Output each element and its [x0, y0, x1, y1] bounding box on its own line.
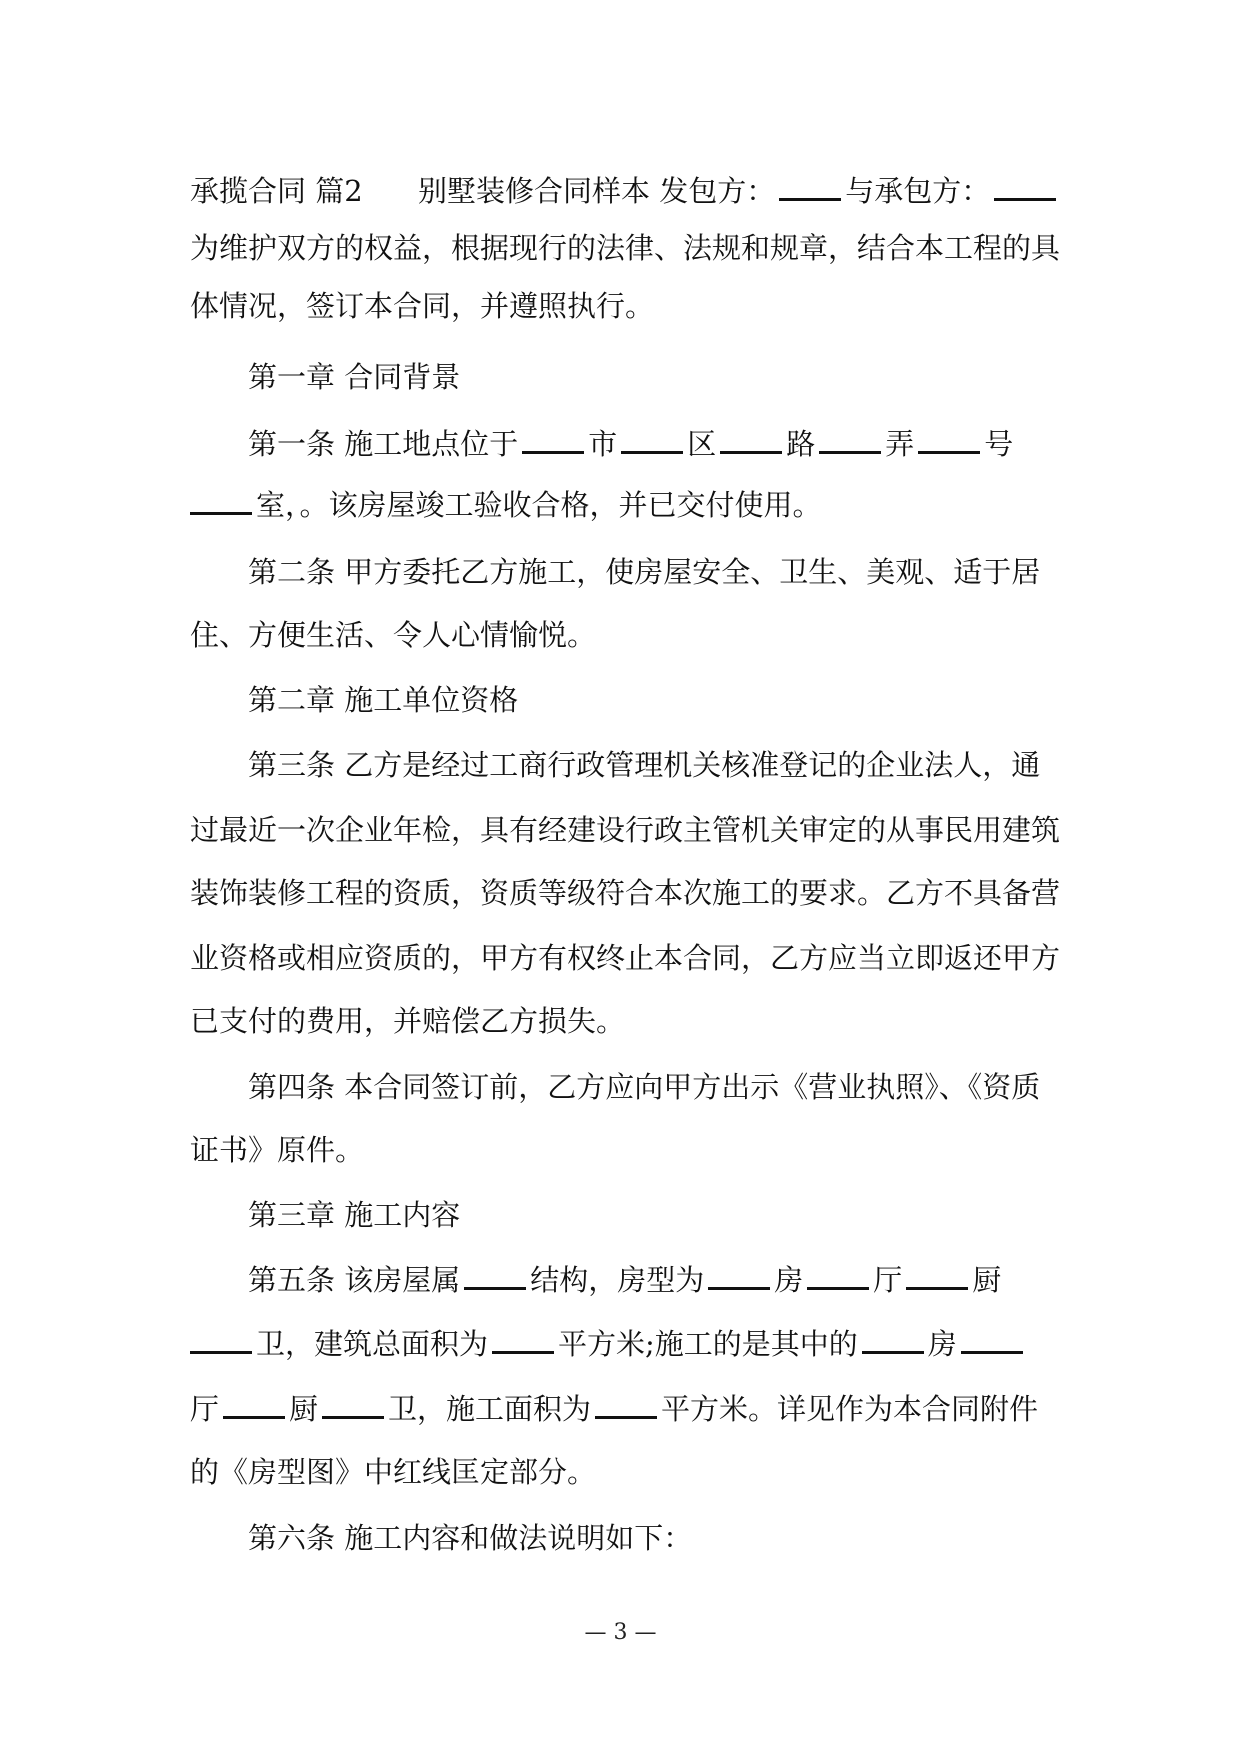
article-3-line-3: 装饰装修工程的资质，资质等级符合本次施工的要求。乙方不具备营: [190, 876, 1061, 910]
doc-name: 别墅装修合同样本: [417, 174, 650, 208]
work-room-blank: [862, 1325, 924, 1354]
number-blank: [918, 425, 980, 454]
article-3-line-5: 已支付的费用，并赔偿乙方损失。: [190, 1004, 626, 1038]
article-4-line-1: 第四条 本合同签订前，乙方应向甲方出示《营业执照》、《资质: [248, 1070, 1041, 1104]
article-3-line-2: 过最近一次企业年检，具有经建设行政主管机关审定的从事民用建筑: [190, 813, 1061, 847]
article-3-line-1: 第三条 乙方是经过工商行政管理机关核准登记的企业法人，通: [248, 748, 1041, 782]
chapter-3-title: 第三章 施工内容: [248, 1198, 461, 1232]
chapter-1-title: 第一章 合同背景: [248, 360, 461, 394]
article-3-line-4: 业资格或相应资质的，甲方有权终止本合同，乙方应当立即返还甲方: [190, 941, 1061, 975]
party-a-blank: [779, 172, 841, 201]
article-2-line-1: 第二条 甲方委托乙方施工，使房屋安全、卫生、美观、适于居: [248, 555, 1041, 589]
contract-title: 承揽合同 篇2: [190, 174, 363, 208]
page-number: — 3 —: [584, 1620, 657, 1645]
article-1-line-2-text: 室，。该房屋竣工验收合格，并已交付使用。: [256, 488, 822, 522]
city-blank: [522, 425, 584, 454]
structure-blank: [464, 1261, 526, 1290]
article-5-line-4: 的《房型图》中红线匡定部分。: [190, 1455, 597, 1489]
article-5-line-1: [248, 1260, 1070, 1300]
total-area-label: 卫，建筑总面积为: [256, 1327, 489, 1361]
work-area-label: 卫，施工面积为: [388, 1392, 592, 1426]
road-blank: [720, 425, 782, 454]
article-4-line-2: 证书》原件。: [190, 1133, 365, 1167]
work-bath-blank: [322, 1390, 384, 1419]
district-label: 区: [687, 427, 717, 461]
sqm-label-2: 平方米。详见作为本合同附件: [661, 1392, 1039, 1426]
work-hall-label: 厅: [190, 1392, 220, 1426]
number-label: 号: [984, 427, 1014, 461]
work-kitchen-label: 厨: [289, 1392, 319, 1426]
hall-count-blank: [807, 1261, 869, 1290]
room-label: 房: [774, 1263, 804, 1297]
title-line: [190, 171, 1070, 211]
article-5-line-2: [190, 1324, 1070, 1364]
article-5-line-3: [190, 1389, 1070, 1429]
party-a-label: 发包方：: [659, 174, 776, 208]
intro-line-1: 为维护双方的权益，根据现行的法律、法规和规章，结合本工程的具: [190, 231, 1061, 265]
article-1-line-2: [190, 485, 1070, 525]
structure-label: 结构，房型为: [530, 1263, 705, 1297]
article-6-line-1: 第六条 施工内容和做法说明如下：: [248, 1521, 693, 1555]
work-room-label: 房: [927, 1327, 957, 1361]
lane-label: 弄: [885, 427, 915, 461]
article-1-lead: 第一条 施工地点位于: [248, 427, 519, 461]
total-area-blank: [492, 1325, 554, 1354]
work-kitchen-blank: [223, 1390, 285, 1419]
lane-blank: [819, 425, 881, 454]
article-2-line-2: 住、方便生活、令人心情愉悦。: [190, 618, 597, 652]
road-label: 路: [786, 427, 816, 461]
article-1-line-1: [248, 424, 1070, 464]
room-no-blank: [190, 486, 252, 515]
city-label: 市: [588, 427, 618, 461]
kitchen-count-blank: [906, 1261, 968, 1290]
district-blank: [621, 425, 683, 454]
bath-count-blank: [190, 1325, 252, 1354]
intro-line-2: 体情况，签订本合同，并遵照执行。: [190, 289, 655, 323]
party-b-blank: [994, 172, 1056, 201]
chapter-2-title: 第二章 施工单位资格: [248, 683, 519, 717]
room-count-blank: [708, 1261, 770, 1290]
sqm-label-1: 平方米;施工的是其中的: [558, 1327, 858, 1361]
work-area-blank: [595, 1390, 657, 1419]
party-b-label: 与承包方：: [845, 174, 991, 208]
hall-label: 厅: [873, 1263, 903, 1297]
kitchen-label: 厨: [972, 1263, 1002, 1297]
article-5-lead: 第五条 该房屋属: [248, 1263, 461, 1297]
work-hall-blank: [961, 1325, 1023, 1354]
